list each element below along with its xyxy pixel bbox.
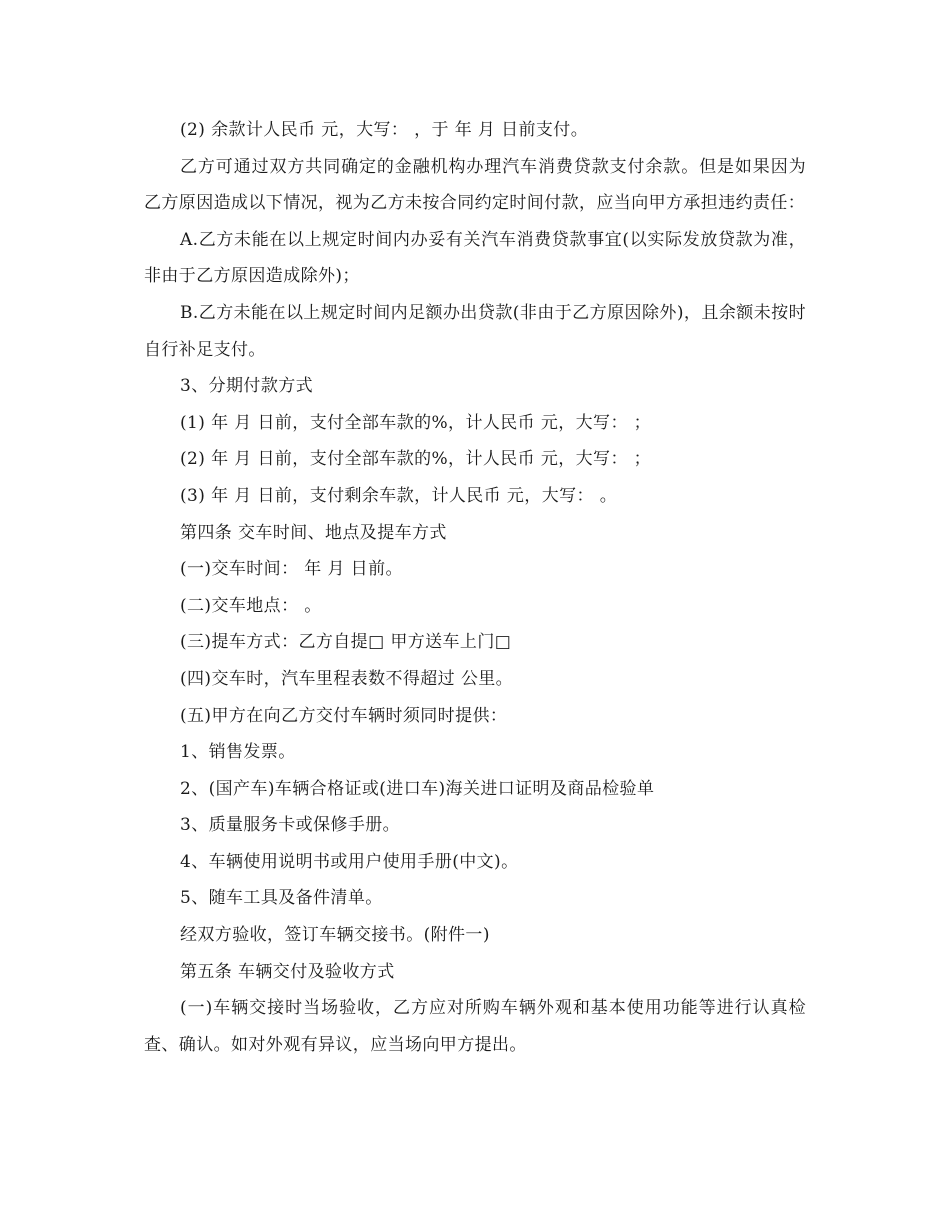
paragraph-installment-2: (2) 年 月 日前，支付全部车款的%，计人民币 元，大写： ； <box>180 449 652 470</box>
paragraph-doc-tools: 5、随车工具及备件清单。 <box>180 888 383 909</box>
paragraph-installment-1: (1) 年 月 日前，支付全部车款的%，计人民币 元，大写： ； <box>180 412 652 433</box>
paragraph-delivery-place: (二)交车地点： 。 <box>180 595 322 616</box>
paragraph-pickup-method: (三)提车方式：乙方自提□ 甲方送车上门□ <box>180 632 512 653</box>
paragraph-installment-3: (3) 年 月 日前，支付剩余车款，计人民币 元，大写： 。 <box>180 485 618 506</box>
paragraph-odometer-limit: (四)交车时，汽车里程表数不得超过 公里。 <box>180 668 514 689</box>
document-body <box>144 112 806 1063</box>
paragraph-doc-manual: 4、车辆使用说明书或用户使用手册(中文)。 <box>180 851 519 872</box>
paragraph-article-4-heading: 第四条 交车时间、地点及提车方式 <box>180 522 447 543</box>
paragraph-loan-terms: 乙方可通过双方共同确定的金融机构办理汽车消费贷款支付余款。但是如果因为乙方原因造成以下情况，视为乙方未按合同约定时间付款，应当向甲方承担违约责任： <box>144 156 806 214</box>
paragraph-condition-b: B.乙方未能在以上规定时间内足额办出贷款(非由于乙方原因除外)，且余额未按时自行补足支付。 <box>144 302 806 360</box>
paragraph-inspection-terms: (一)车辆交接时当场验收，乙方应对所购车辆外观和基本使用功能等进行认真检查、确认。如对外观有异议，应当场向甲方提出。 <box>144 998 806 1055</box>
paragraph-doc-invoice: 1、销售发票。 <box>180 742 296 763</box>
paragraph-doc-warranty: 3、质量服务卡或保修手册。 <box>180 815 401 836</box>
paragraph-installment-heading: 3、分期付款方式 <box>180 376 314 397</box>
paragraph-condition-a: A.乙方未能在以上规定时间内办妥有关汽车消费贷款事宜(以实际发放贷款为准，非由于乙方原因造成除外)； <box>144 229 806 287</box>
paragraph-article-5-heading: 第五条 车辆交付及验收方式 <box>180 961 395 982</box>
paragraph-handover-document: 经双方验收，签订车辆交接书。(附件一) <box>180 925 490 946</box>
paragraph-doc-certificate: 2、(国产车)车辆合格证或(进口车)海关进口证明及商品检验单 <box>180 778 655 799</box>
paragraph-documents-provided: (五)甲方在向乙方交付车辆时须同时提供： <box>180 705 508 726</box>
paragraph-delivery-time: (一)交车时间： 年 月 日前。 <box>180 559 403 580</box>
paragraph-balance-payment: (2) 余款计人民币 元，大写： ，于 年 月 日前支付。 <box>180 120 589 140</box>
